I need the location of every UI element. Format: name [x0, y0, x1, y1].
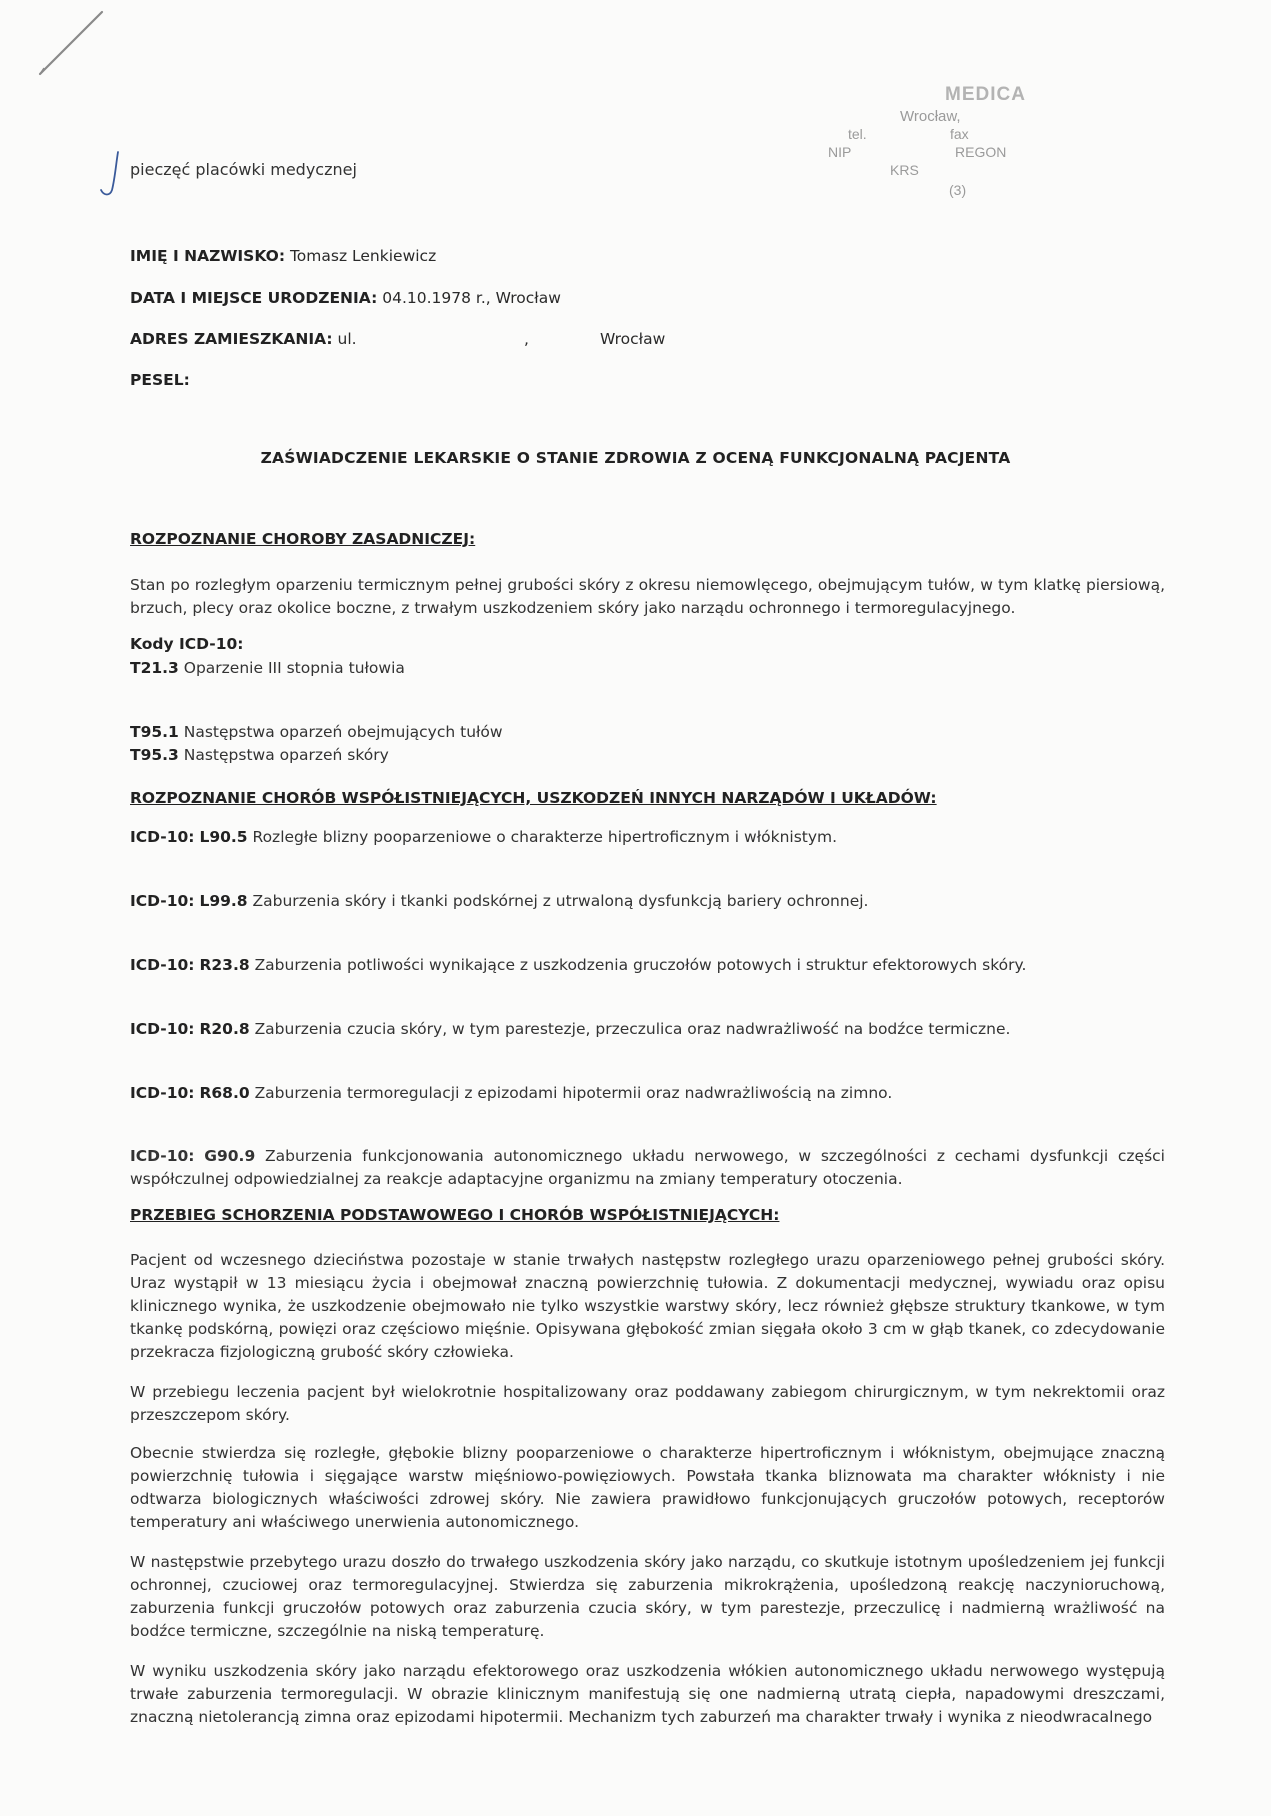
course-paragraph: W wyniku uszkodzenia skóry jako narządu efektorowego oraz uszkodzenia włókien autonomicznego układu nerwowego występują trwałe zaburzenia termoregulacji. W obrazie klinicznym manifestują się one nadmierną utratą ciepła, napadowymi dreszczami, znaczną nietolerancją zimna oraz epizodami hipotermii. Mechanizm tych zaburzeń ma charakter trwały i wynika z nieodwracalnego — [130, 1662, 1165, 1726]
patient-name-value: Tomasz Lenkiewicz — [289, 247, 437, 265]
comorbid-code: R20.8 — [199, 1020, 250, 1038]
comorbid-item — [130, 956, 1026, 974]
patient-name-row — [130, 247, 436, 265]
comorbid-prefix: ICD-10: — [130, 1020, 195, 1038]
icd-codes-label-text: Kody ICD-10: — [130, 635, 244, 653]
icd-code-line — [130, 659, 405, 677]
patient-birth-row — [130, 289, 561, 307]
comorbid-desc: Zaburzenia czucia skóry, w tym parestezje, przeczulica oraz nadwrażliwość na bodźce termiczne. — [254, 1020, 1011, 1038]
icd-codes-label — [130, 635, 243, 653]
comorbid-item — [130, 1084, 892, 1102]
stamp-city: Wrocław, — [900, 108, 961, 125]
stamp-krs: KRS — [890, 162, 919, 178]
comorbid-prefix: ICD-10: — [130, 1084, 195, 1102]
patient-birth-value: 04.10.1978 r., Wrocław — [382, 289, 561, 307]
patient-address-label: ADRES ZAMIESZKANIA: — [130, 330, 333, 348]
icd-code: T21.3 — [130, 659, 179, 677]
icd-code: T95.1 — [130, 723, 179, 741]
icd-code-line — [130, 723, 503, 741]
course-paragraph: W następstwie przebytego urazu doszło do trwałego uszkodzenia skóry jako narządu, co skutkuje istotnym upośledzeniem jej funkcji ochronnej, czuciowej oraz termoregulacyjnej. Stwierdza się zaburzenia mikrokrążenia, upośledzoną reakcję naczynioruchową, zaburzenia funkcji gruczołów potowych oraz zaburzenia czucia skóry, w tym parestezje, przeczulicę i nadmierną wrażliwość na bodźce termiczne, szczególnie na niską temperaturę. — [130, 1553, 1165, 1640]
handwritten-check-mark — [98, 150, 124, 198]
pen-stroke-mark — [36, 8, 106, 78]
course-paragraph: W przebiegu leczenia pacjent był wielokrotnie hospitalizowany oraz poddawany zabiegom chirurgicznym, w tym nekrektomii oraz przeszczepom skóry. — [130, 1383, 1165, 1424]
patient-address-street: ul. — [337, 330, 357, 348]
comorbid-prefix: ICD-10: — [130, 828, 195, 846]
comorbid-item — [130, 828, 837, 846]
comorbid-desc: Zaburzenia potliwości wynikające z uszkodzenia gruczołów potowych i struktur efektorowych skóry. — [254, 956, 1027, 974]
seal-label: pieczęć placówki medycznej — [130, 160, 357, 179]
comorbid-code: R68.0 — [199, 1084, 250, 1102]
patient-name-label: IMIĘ I NAZWISKO: — [130, 247, 286, 265]
course-heading: PRZEBIEG SCHORZENIA PODSTAWOWEGO I CHORÓB WSPÓŁISTNIEJĄCYCH: — [130, 1206, 780, 1224]
main-diagnosis-text: Stan po rozległym oparzeniu termicznym pełnej grubości skóry z okresu niemowlęcego, obejmującym tułów, w tym klatkę piersiową, brzuch, plecy oraz okolice boczne, z trwałym uszkodzeniem skóry jako narządu ochronnego i termoregulacyjnego. — [130, 576, 1165, 617]
clinic-stamp — [815, 84, 1115, 204]
patient-pesel-row — [130, 371, 190, 389]
icd-code-line — [130, 746, 389, 764]
comorbid-heading: ROZPOZNANIE CHORÓB WSPÓŁISTNIEJĄCYCH, USZKODZEŃ INNYCH NARZĄDÓW I UKŁADÓW: — [130, 789, 937, 807]
icd-code-desc: Następstwa oparzeń skóry — [183, 746, 389, 764]
stamp-nip: NIP — [828, 144, 852, 160]
icd-code: T95.3 — [130, 746, 179, 764]
comorbid-code: L99.8 — [199, 892, 248, 910]
course-paragraph: Obecnie stwierdza się rozległe, głębokie blizny pooparzeniowe o charakterze hipertroficznym i włóknistym, obejmujące znaczną powierzchnię tułowia i sięgające warstw mięśniowo-powięziowych. Powstała tkanka bliznowata ma charakter włóknisty i nie odtwarza biologicznych właściwości zdrowej skóry. Nie zawiera prawidłowo funkcjonujących gruczołów potowych, receptorów temperatury ani właściwego unerwienia autonomicznego. — [130, 1444, 1165, 1531]
patient-birth-label: DATA I MIEJSCE URODZENIA: — [130, 289, 378, 307]
stamp-regon: REGON — [955, 144, 1007, 160]
comorbid-prefix: ICD-10: — [130, 956, 195, 974]
comorbid-item — [130, 1020, 1010, 1038]
comorbid-code: G90.9 — [204, 1147, 256, 1165]
icd-code-desc: Oparzenie III stopnia tułowia — [183, 659, 405, 677]
comorbid-item — [130, 1145, 1165, 1191]
comorbid-desc: Zaburzenia termoregulacji z epizodami hipotermii oraz nadwrażliwością na zimno. — [254, 1084, 893, 1102]
patient-address-comma: , — [524, 330, 529, 348]
icd-code-desc: Następstwa oparzeń obejmujących tułów — [183, 723, 503, 741]
comorbid-prefix: ICD-10: — [130, 1147, 195, 1165]
course-paragraph: Pacjent od wczesnego dzieciństwa pozostaje w stanie trwałych następstw rozległego urazu oparzeniowego pełnej grubości skóry. Uraz wystąpił w 13 miesiącu życia i obejmował znaczną powierzchnię tułowia. Z dokumentacji medycznej, wywiadu oraz opisu klinicznego wynika, że uszkodzenie obejmowało nie tylko wszystkie warstwy skóry, lecz również głębsze struktury tkankowe, w tym tkankę podskórną, powięzi oraz częściowo mięśnie. Opisywana głębokość zmian sięgała około 3 cm w głąb tkanek, co zdecydowanie przekracza fizjologiczną grubość skóry człowieka. — [130, 1251, 1165, 1361]
stamp-clinic-name: MEDICA — [945, 84, 1026, 105]
comorbid-item — [130, 892, 868, 910]
stamp-tel: tel. — [848, 126, 867, 142]
comorbid-desc: Zaburzenia skóry i tkanki podskórnej z utrwaloną dysfunkcją bariery ochronnej. — [252, 892, 869, 910]
patient-pesel-label: PESEL: — [130, 371, 190, 389]
main-diagnosis-heading: ROZPOZNANIE CHOROBY ZASADNICZEJ: — [130, 530, 476, 548]
comorbid-code: L90.5 — [199, 828, 248, 846]
comorbid-desc: Zaburzenia funkcjonowania autonomicznego układu nerwowego, w szczególności z cechami dysfunkcji części współczulnej odpowiedzialnej za reakcje adaptacyjne organizmu na zmiany temperatury otoczenia. — [130, 1147, 1165, 1188]
patient-address-row — [130, 330, 357, 348]
comorbid-code: R23.8 — [199, 956, 250, 974]
comorbid-desc: Rozległe blizny pooparzeniowe o charakterze hipertroficznym i włóknistym. — [252, 828, 838, 846]
stamp-number: (3) — [949, 182, 967, 198]
stamp-fax: fax — [950, 126, 969, 142]
document-title: ZAŚWIADCZENIE LEKARSKIE O STANIE ZDROWIA Z OCENĄ FUNKCJONALNĄ PACJENTA — [260, 449, 1011, 467]
comorbid-prefix: ICD-10: — [130, 892, 195, 910]
patient-address-city: Wrocław — [600, 330, 666, 348]
